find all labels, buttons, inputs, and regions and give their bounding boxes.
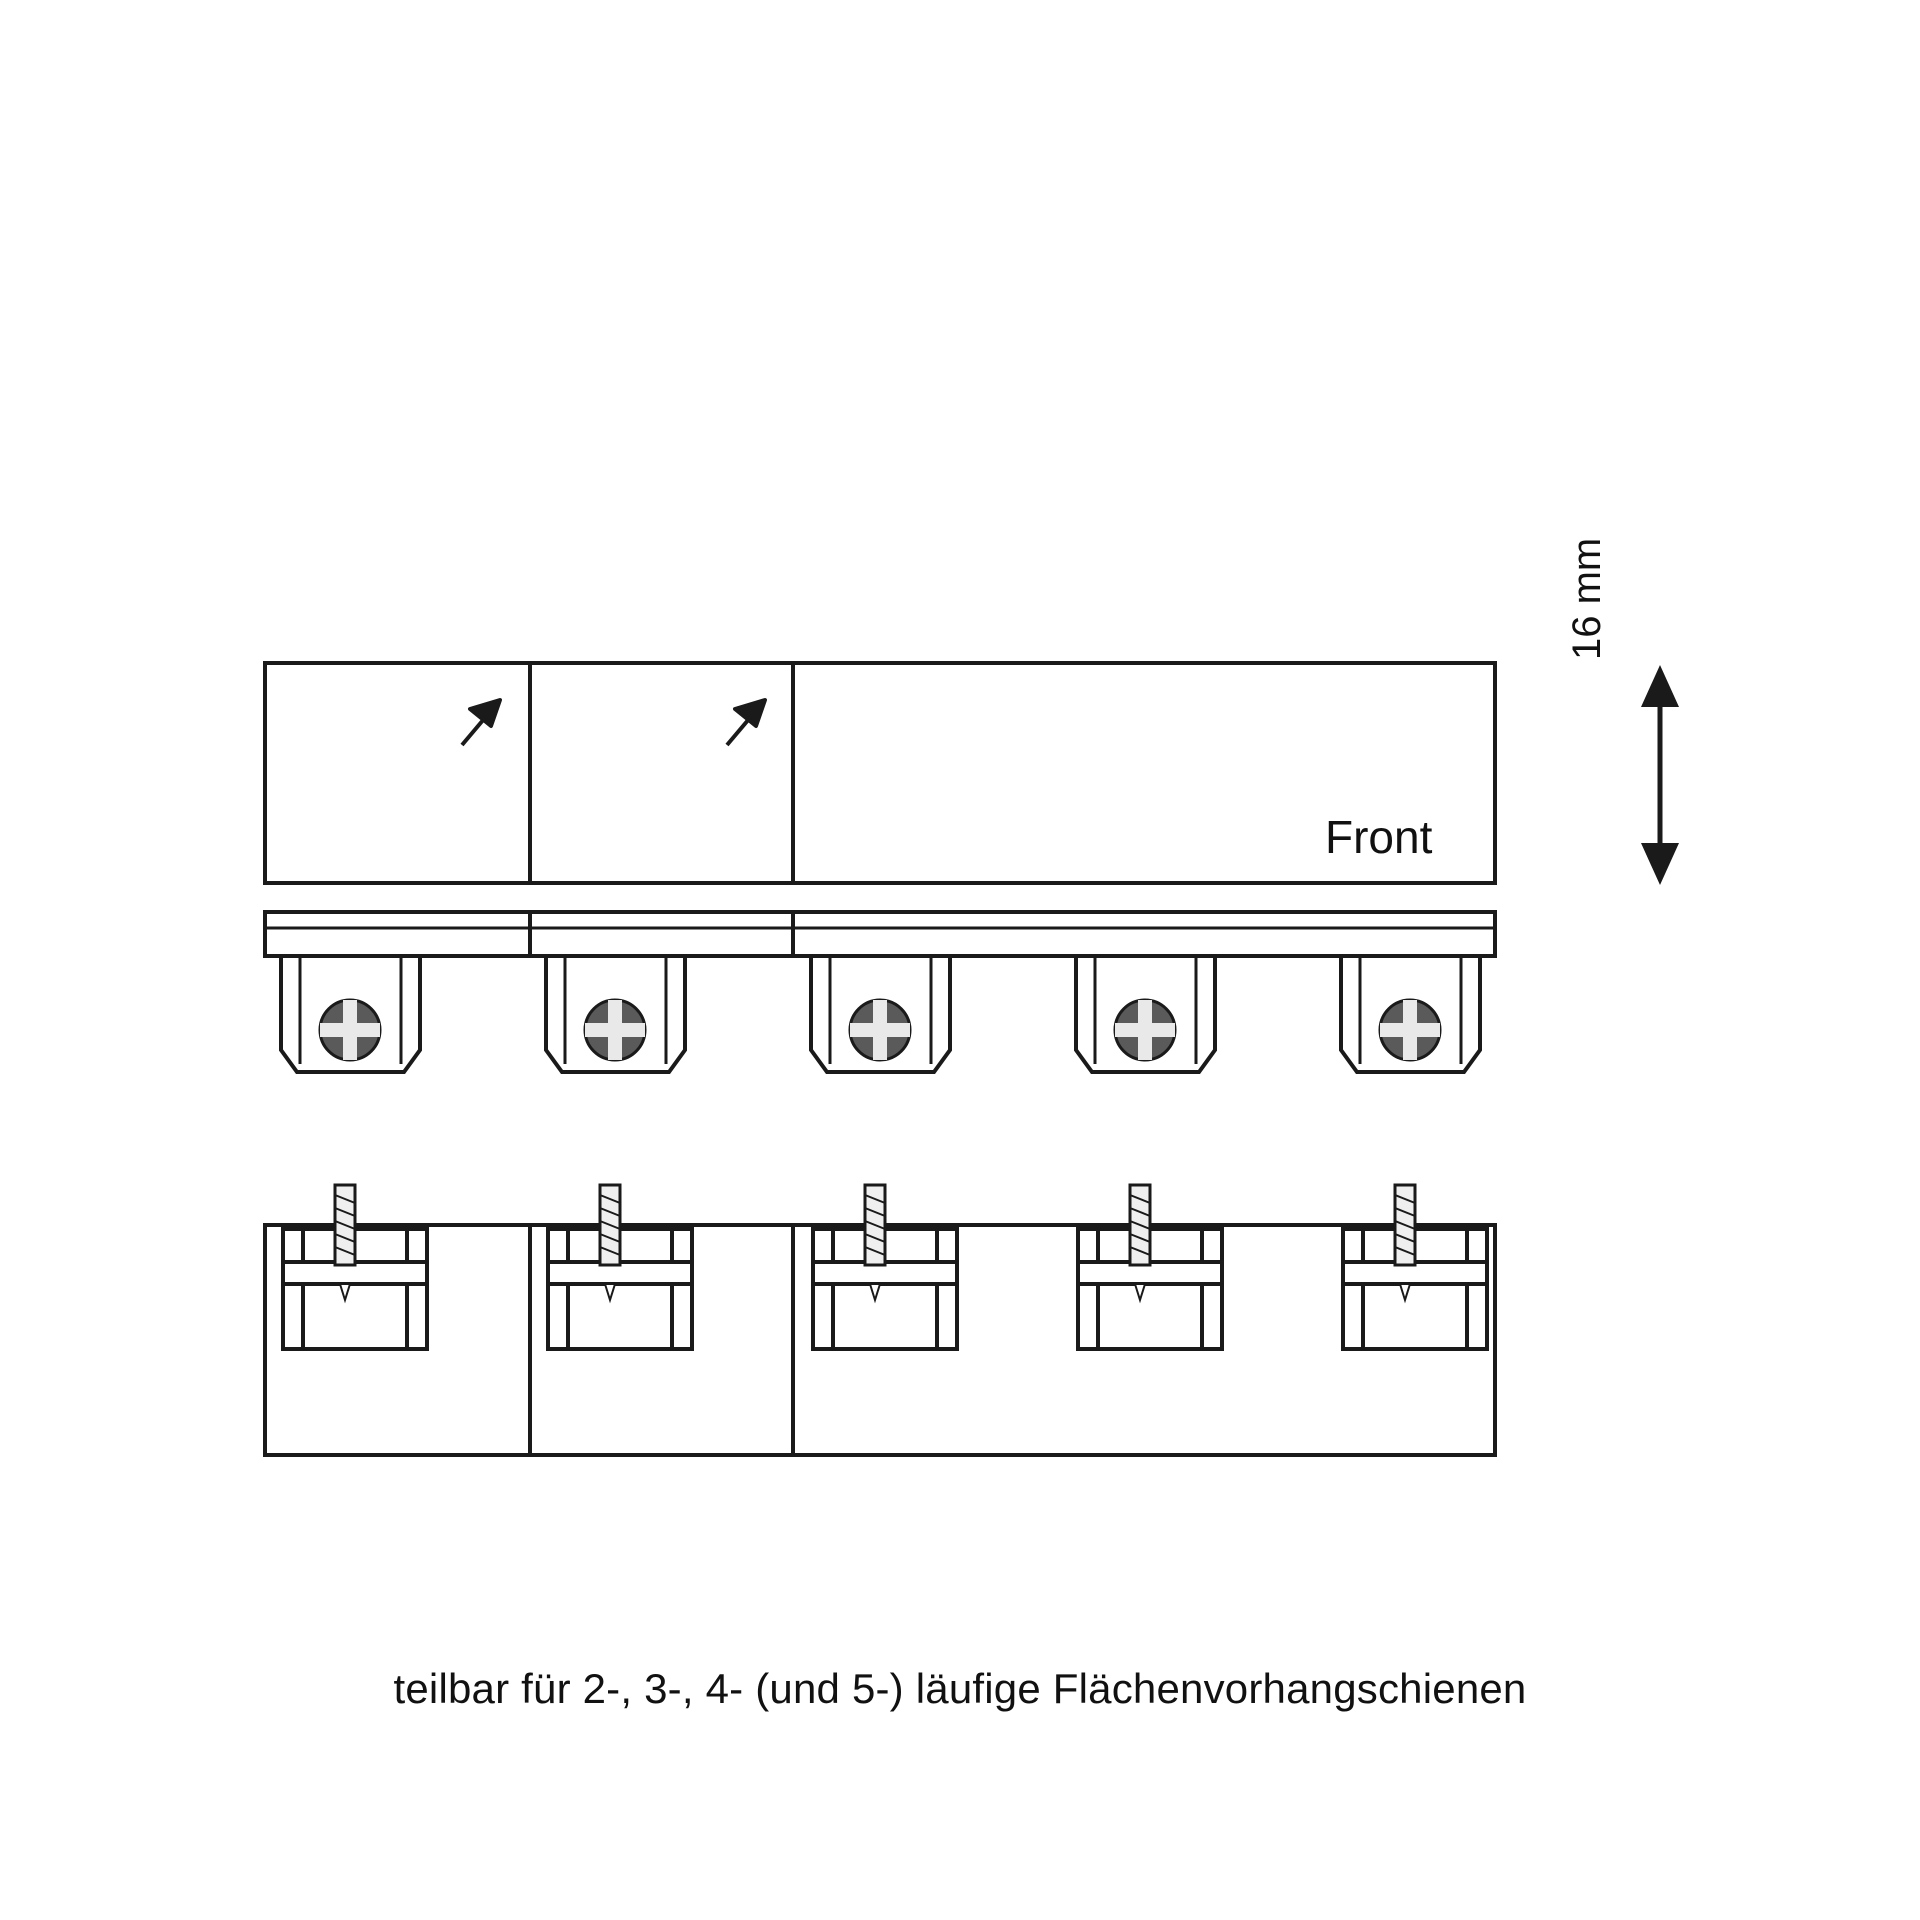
plate-leg-right [672, 1229, 692, 1349]
plate-leg-right [1467, 1229, 1487, 1349]
plate-leg-left [813, 1229, 833, 1349]
bracket-5 [1341, 956, 1480, 1072]
screw-slot-vertical [1403, 1000, 1417, 1060]
plate-leg-left [1078, 1229, 1098, 1349]
plate-leg-right [937, 1229, 957, 1349]
dimension-arrowhead-bottom [1641, 843, 1679, 885]
bracket-3 [811, 956, 950, 1072]
caption-text: teilbar für 2-, 3-, 4- (und 5-) läufige Flächenvorhangschienen [393, 1665, 1527, 1712]
front-view-group [265, 912, 1495, 1072]
plate-leg-right [1202, 1229, 1222, 1349]
bracket-4 [1076, 956, 1215, 1072]
dimension-label: 16 mm [1565, 537, 1609, 660]
screw-slot-vertical [873, 1000, 887, 1060]
bottom-view-group [265, 1185, 1495, 1455]
dimension-16mm [1641, 665, 1679, 885]
plate-leg-left [548, 1229, 568, 1349]
bracket-1 [281, 956, 420, 1072]
front-label: Front [1325, 811, 1433, 863]
plate-leg-left [283, 1229, 303, 1349]
screw-slot-vertical [1138, 1000, 1152, 1060]
plate-leg-right [407, 1229, 427, 1349]
plate-leg-left [1343, 1229, 1363, 1349]
screw-slot-vertical [343, 1000, 357, 1060]
bracket-2 [546, 956, 685, 1072]
front-view-rail-slab [265, 912, 1495, 956]
top-view-rail [265, 663, 1495, 883]
top-view-group [265, 663, 1495, 883]
dimension-arrowhead-top [1641, 665, 1679, 707]
screw-slot-vertical [608, 1000, 622, 1060]
